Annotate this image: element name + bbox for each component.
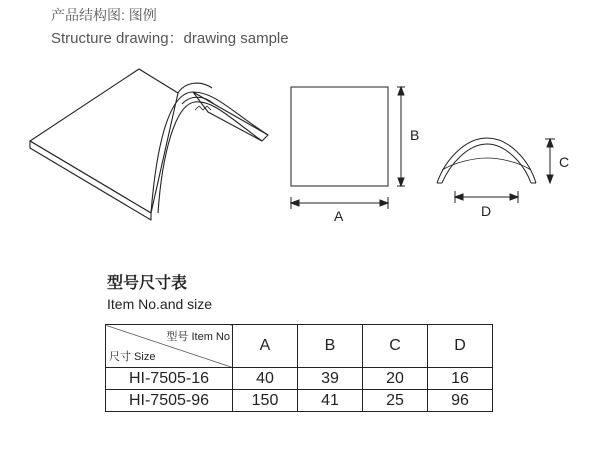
dimension-label-d: D [481,203,492,219]
dimension-label-c: C [559,154,570,170]
header-size: 尺寸 Size [109,351,156,363]
section-title-chinese: 型号尺寸表 [107,275,188,292]
section-title-english: Item No.and size [107,296,213,312]
row-value-c: 25 [363,390,428,412]
row-value-b: 39 [298,368,363,390]
row-model: HI-7505-96 [106,390,233,412]
table-row [106,390,493,412]
row-value-a: 40 [233,368,298,390]
dimension-label-a: A [334,208,344,224]
row-model: HI-7505-16 [106,368,233,390]
profile-view [437,138,555,203]
caption-english: Structure drawing：drawing sample [51,30,289,47]
table-row [106,368,493,390]
isometric-view [30,69,268,220]
caption-chinese: 产品结构图: 图例 [51,7,157,23]
square-view [291,87,405,209]
header-item-no: 型号 Item No [166,331,230,343]
row-value-d: 96 [428,390,493,412]
size-table [105,324,493,412]
dimension-label-b: B [410,127,420,143]
column-header-a: A [233,325,298,368]
table-corner-header [106,325,233,368]
column-header-b: B [298,325,363,368]
row-value-c: 20 [363,368,428,390]
column-header-d: D [428,325,493,368]
row-value-a: 150 [233,390,298,412]
column-header-c: C [363,325,428,368]
row-value-d: 16 [428,368,493,390]
row-value-b: 41 [298,390,363,412]
